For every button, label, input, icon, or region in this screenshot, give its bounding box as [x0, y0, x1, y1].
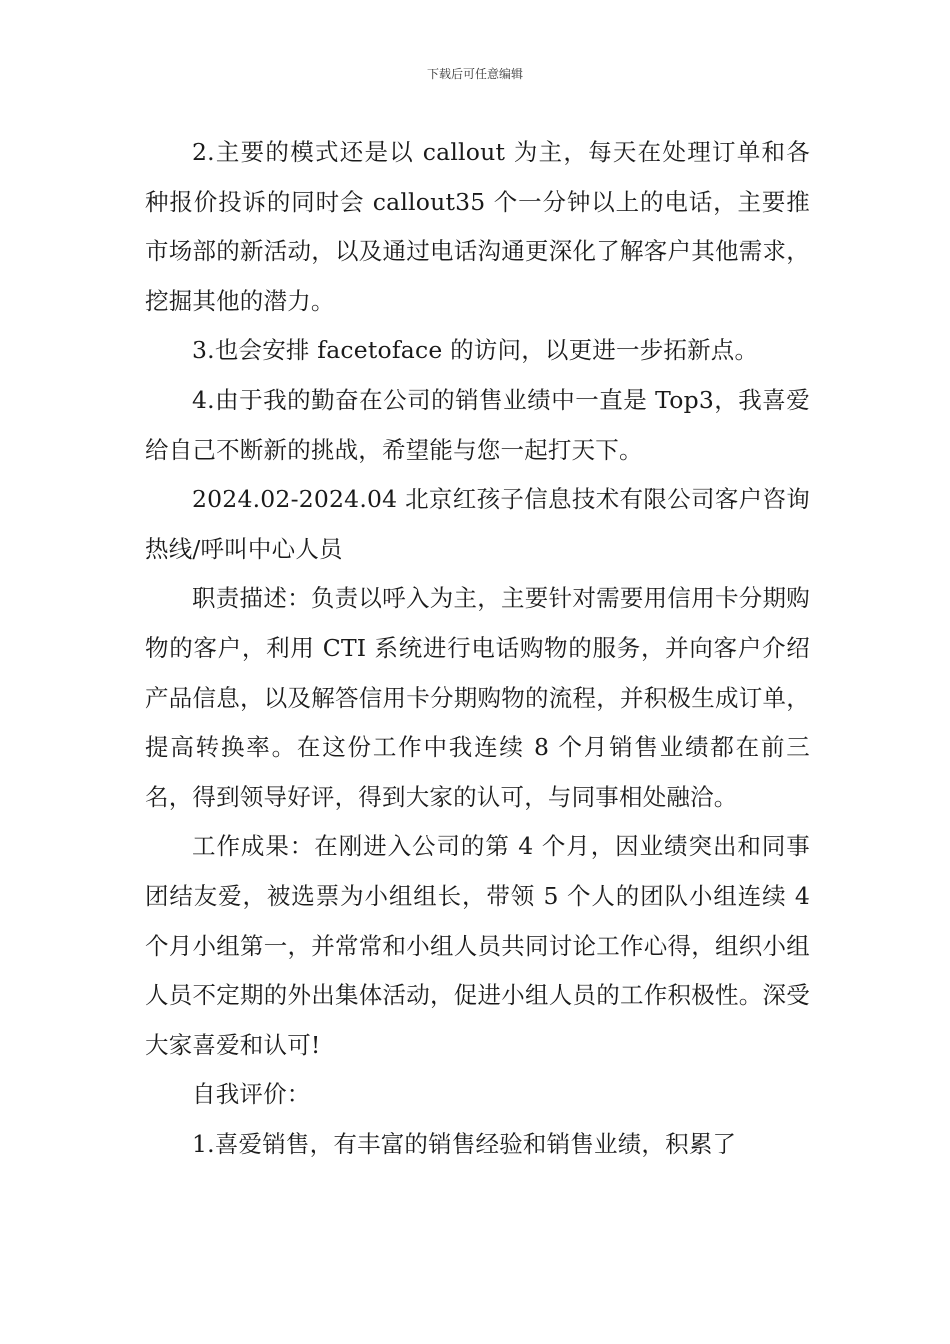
paragraph-self-evaluation-heading: 自我评价：	[192, 1080, 311, 1109]
paragraph-face-to-face: 3.也会安排 facetoface 的访问，以更进一步拓新点。	[192, 336, 759, 365]
paragraph-self-evaluation-1: 1.喜爱销售，有丰富的销售经验和销售业绩，积累了	[192, 1129, 737, 1158]
page-header-note: 下载后可任意编辑	[426, 67, 523, 81]
paragraph-top3: 4.由于我的勤奋在公司的销售业绩中一直是 Top3，我喜爱给自己不断新的挑战，希望能与您一起打天下。	[145, 385, 810, 464]
document-body	[145, 128, 810, 1169]
paragraph-callout-mode: 2.主要的模式还是以 callout 为主，每天在处理订单和各种报价投诉的同时会 callout35 个一分钟以上的电话，主要推市场部的新活动，以及通过电话沟通更深化了解客户其他需求，挖掘其他的潜力。	[145, 138, 810, 315]
paragraph-responsibilities: 职责描述：负责以呼入为主，主要针对需要用信用卡分期购物的客户，利用 CTI 系统进行电话购物的服务，并向客户介绍产品信息，以及解答信用卡分期购物的流程，并积极生成订单，提高转换率。在这份工作中我连续 8 个月销售业绩都在前三名，得到领导好评，得到大家的认可，与同事相处融洽。	[145, 584, 810, 811]
paragraph-achievements: 工作成果：在刚进入公司的第 4 个月，因业绩突出和同事团结友爱，被选票为小组组长，带领 5 个人的团队小组连续 4 个月小组第一，并常常和小组人员共同讨论工作心得，组织小组人员不定期的外出集体活动，促进小组人员的工作积极性。深受大家喜爱和认可!	[145, 832, 810, 1059]
paragraph-job-entry: 2024.02-2024.04 北京红孩子信息技术有限公司客户咨询热线/呼叫中心人员	[145, 485, 810, 563]
